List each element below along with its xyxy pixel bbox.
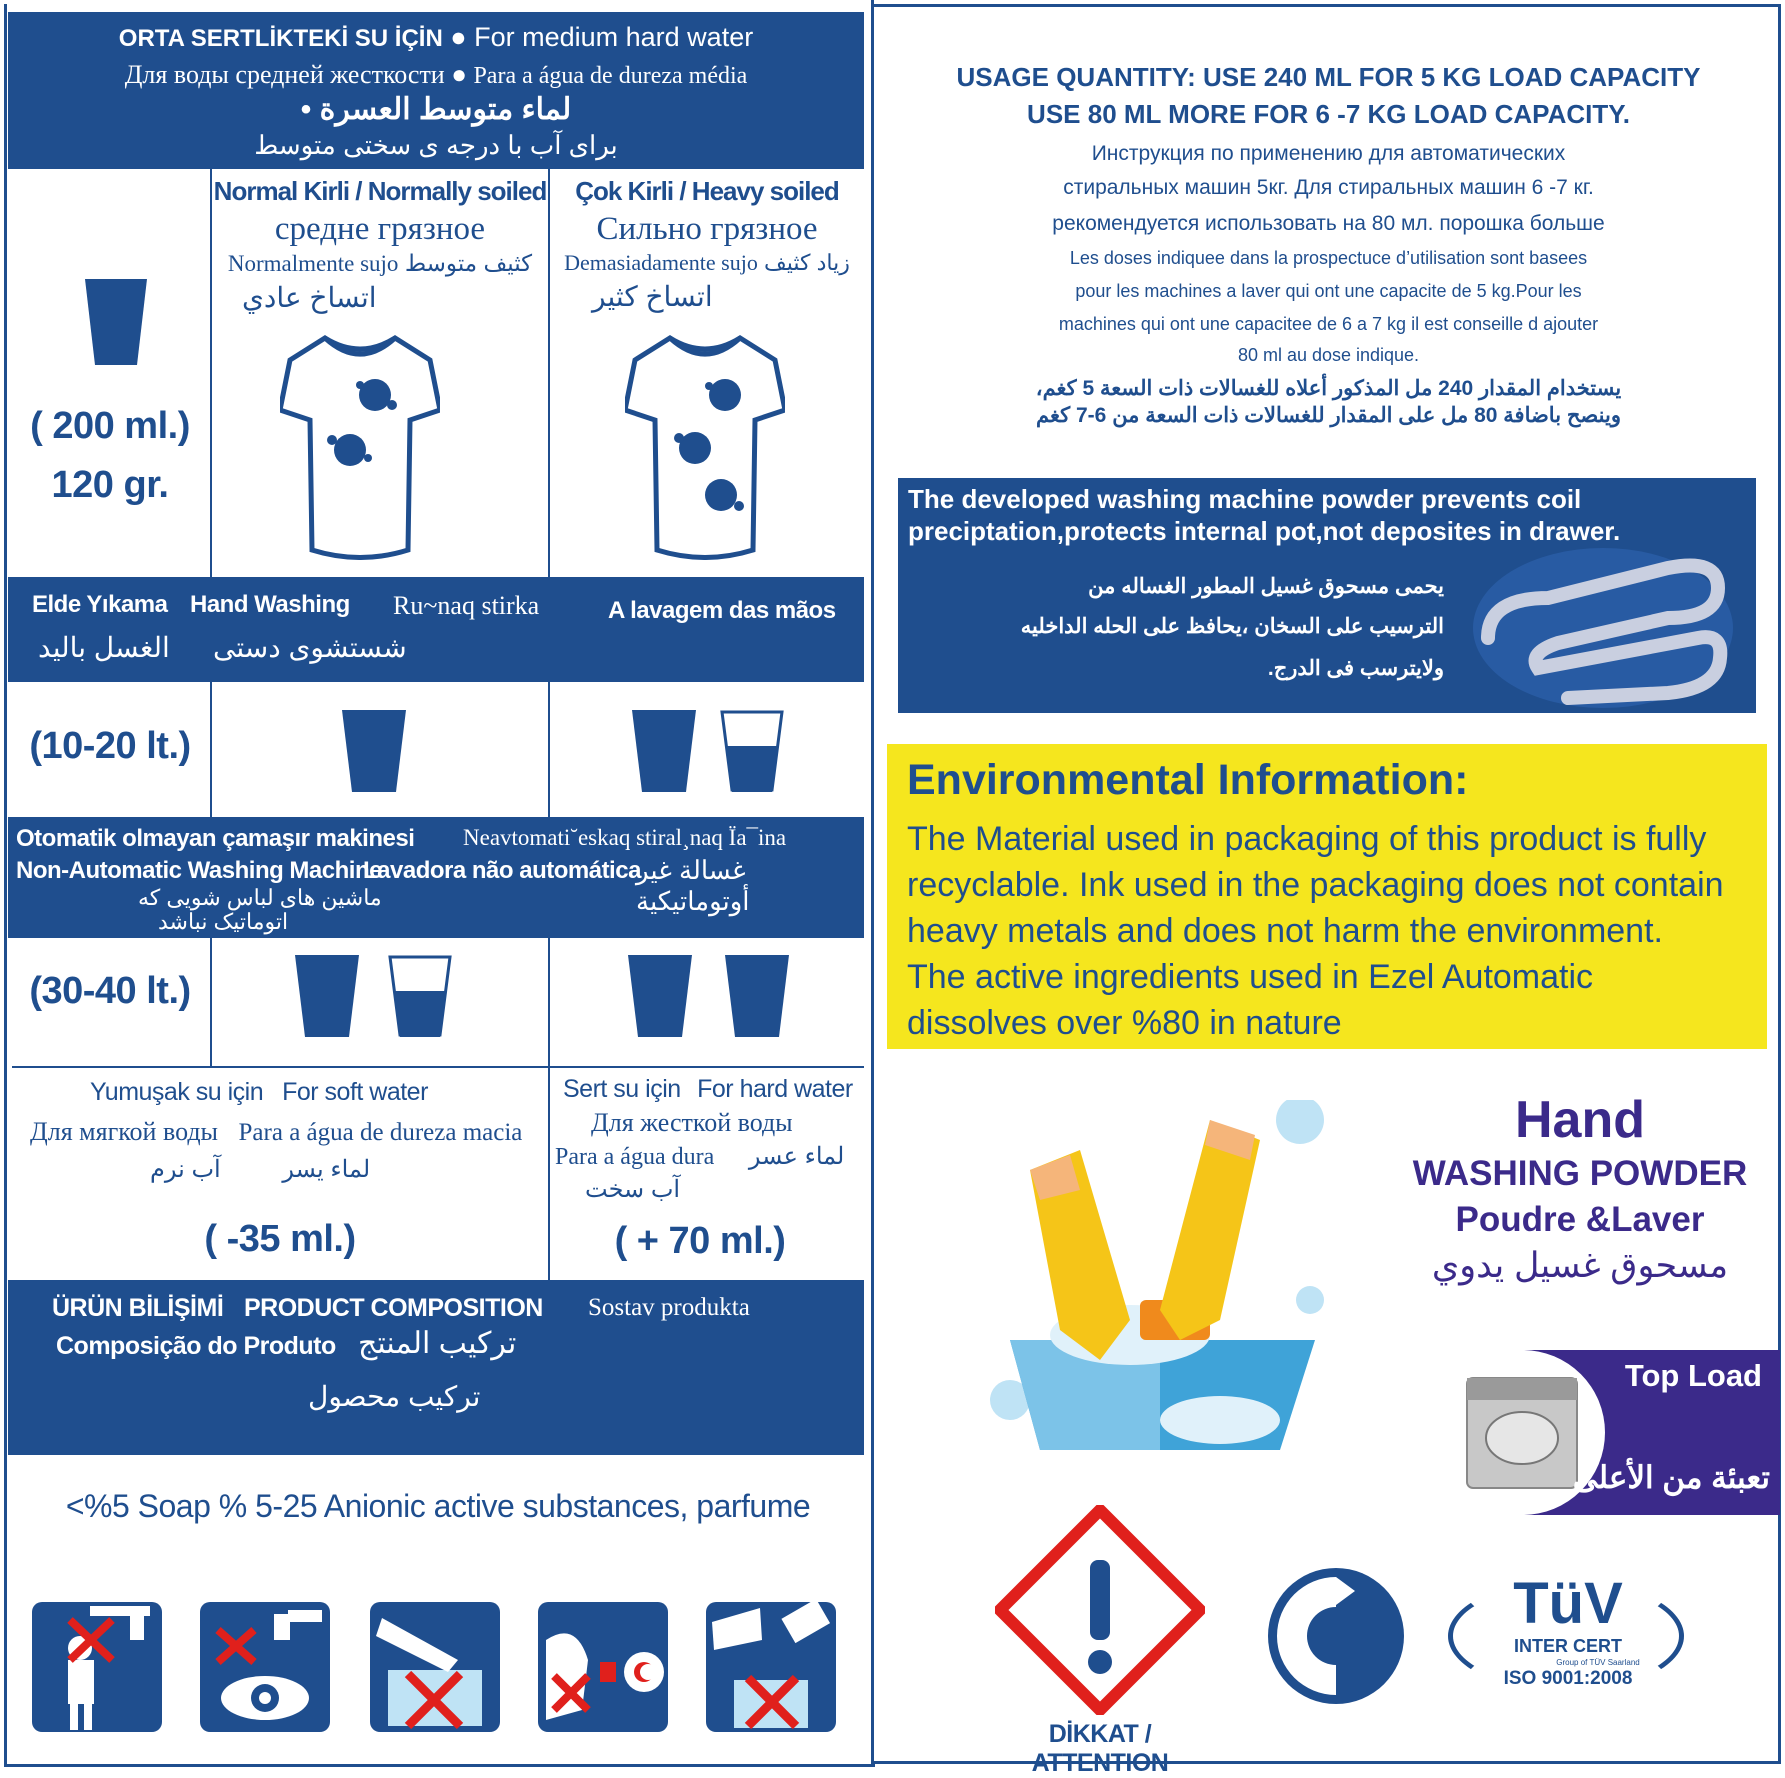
cup-full-icon [295, 955, 359, 1037]
environment-l2: recyclable. Ink used in the packaging does not contain [907, 866, 1724, 904]
composition-pt: Composição do Produto [56, 1332, 336, 1360]
usage-fr3: machines qui ont une capacitee de 6 a 7 kg il est conseille d ajouter [1058, 314, 1599, 334]
usage-fr4: 80 ml au dose indique. [1237, 345, 1420, 365]
top-load-ar: تعبئة من الأعلى [1572, 1460, 1770, 1495]
heating-coil-icon [1468, 548, 1738, 708]
heavy-soiled-fa: زیاد کثیف [763, 250, 850, 275]
cup-full-icon [342, 710, 406, 792]
environment-l5: dissolves over %80 in nature [907, 1004, 1342, 1042]
header-ru: Для воды средней жесткости [124, 60, 445, 89]
cup-full-icon [725, 955, 789, 1037]
grid-line [548, 682, 550, 817]
attention-label: DİKKAT / ATTENTION [1031, 1720, 1169, 1777]
hard-water-amount: ( + 70 ml.) [614, 1220, 786, 1262]
developed-ar3: ولايترسب فى الدرج. [1267, 657, 1444, 680]
hand-washing-ar: الغسل باليد [38, 632, 170, 663]
hard-water-ru: Для жесткой воды [591, 1108, 793, 1137]
green-dot-recycle-icon [1265, 1565, 1407, 1707]
cup-full-icon [628, 955, 692, 1037]
normal-soiled-title: Normal Kirli / Normally soiled [213, 176, 547, 206]
top-load-badge [1435, 1350, 1780, 1515]
composition-en: PRODUCT COMPOSITION [244, 1294, 543, 1322]
product-ar: مسحوق غسيل يدوي [1431, 1246, 1729, 1285]
heavy-soiled-ru: Сильно грязное [596, 211, 818, 247]
normal-soiled-ru: средне грязное [274, 211, 486, 247]
heavy-soiled-title: Çok Kirli / Heavy soiled [575, 176, 839, 206]
developed-ar2: الترسيب على السخان ،يحافظ على الحله الداخليه [1020, 615, 1444, 638]
developed-powder-box [898, 478, 1756, 713]
composition-ar: تركيب المنتج [358, 1327, 517, 1360]
usage-en1: USAGE QUANTITY: USE 240 ML FOR 5 KG LOAD CAPACITY [956, 62, 1701, 92]
product-hand: Hand [1515, 1091, 1645, 1149]
normal-soiled-pt: Normalmente sujo [227, 251, 399, 276]
non-automatic-bar [8, 817, 864, 938]
developed-ar1: يحمى مسحوق غسيل المطور الغساله من [1088, 575, 1444, 598]
dose-gr: 120 gr. [51, 464, 169, 506]
developed-en2: preciptation,protects internal pot,not deposites in drawer. [908, 516, 1621, 546]
avoid-eye-contact-icon [198, 1600, 332, 1734]
environment-l4: The active ingredients used in Ezel Automatic [907, 958, 1594, 996]
soft-water-amount: ( -35 ml.) [204, 1218, 356, 1260]
normal-soiled-tshirt-icon [280, 330, 440, 560]
usage-en2: USE 80 ML MORE FOR 6 -7 KG LOAD CAPACITY. [1027, 99, 1630, 129]
water-hardness-header: ORTA SERTLİKTEKİ SU İÇİN ● For medium hard water Для воды средней жесткости ● Para a água de dureza média لماء متوسط العسرة • برای آب با درجه ی سختی متوسط [8, 12, 864, 169]
keep-away-children-icon [30, 1600, 164, 1734]
cup-half-icon [720, 710, 784, 792]
grid-line [548, 938, 550, 1067]
hand-washing-ru: Ru~naq stirka [393, 591, 540, 620]
non-auto-ar: غسالة غير أوتوماتيكية [636, 855, 750, 916]
normal-soiled-ar: اتساخ عادي [242, 282, 377, 313]
non-auto-fa1: ماشین های لباس شویی که [138, 885, 382, 910]
grid-line [210, 682, 212, 817]
usage-fr2: pour les machines a laver qui ont une capacite de 5 kg.Pour les [1075, 281, 1582, 301]
heavy-soiled-pt: Demasiadamente sujo [564, 250, 758, 275]
tuv-name: TüV [1513, 1571, 1623, 1636]
developed-en1: The developed washing machine powder prevents coil [908, 484, 1582, 514]
grid-line [548, 1067, 550, 1280]
non-auto-en: Non-Automatic Washing Machine [16, 857, 382, 884]
hand-washing-bar [8, 577, 864, 682]
non-auto-tr: Otomatik olmayan çamaşır makinesi [16, 825, 415, 852]
do-not-swallow-icon [536, 1600, 670, 1734]
usage-ar2: وينصح باضافة 80 مل على المقدار للغسالات ذات السعة من 6-7 كغم [1036, 404, 1621, 427]
environment-l1: The Material used in packaging of this product is fully [907, 820, 1707, 858]
safety-icons-row [30, 1600, 840, 1735]
hard-water-tr: Sert su için [563, 1075, 681, 1103]
header-pt: Para a água de dureza média [473, 63, 748, 89]
environment-title: Environmental Information: [907, 756, 1469, 804]
soft-water-en: For soft water [282, 1078, 428, 1106]
hand-washing-illustration [980, 1100, 1340, 1460]
grid-line [210, 938, 212, 1067]
soft-water-tr: Yumuşak su için [90, 1078, 264, 1106]
non-auto-fa2: اتوماتیک نباشد [158, 909, 289, 934]
header-ar: لماء متوسط العسرة • [300, 93, 572, 126]
header-tr: ORTA SERTLİKTEKİ SU İÇİN [118, 25, 443, 52]
soft-water-ru: Для мягкой воды [30, 1117, 219, 1146]
tuv-logo [1448, 1570, 1688, 1700]
heavy-soiled-ar: اتساخ كثير [592, 281, 713, 312]
heavy-soiled-tshirt-icon [625, 330, 785, 560]
non-auto-pt: Lavadora não automática [363, 857, 641, 884]
usage-ru1: Инструкция по применению для автоматических [1091, 142, 1566, 165]
tuv-group: Group of TÜV Saarland [1556, 1658, 1640, 1667]
cup-full-icon [632, 710, 696, 792]
grid-line [12, 1066, 864, 1068]
non-auto-volume: (30-40 lt.) [29, 970, 191, 1012]
usage-fr1: Les doses indiquee dans la prospectuce d’utilisation sont basees [1069, 248, 1588, 268]
product-washing-powder: WASHING POWDER [1412, 1154, 1748, 1193]
usage-ru3: рекомендуется использовать на 80 мл. порошка больше [1052, 212, 1605, 235]
do-not-mix-icon [704, 1600, 838, 1734]
hand-washing-pt: A lavagem das mãos [608, 597, 836, 624]
ingredients-text: <%5 Soap % 5-25 Anionic active substances, parfume [65, 1488, 811, 1524]
product-poudre: Poudre &Laver [1455, 1200, 1705, 1239]
hand-washing-fa: شستشوی دستی [213, 632, 407, 663]
top-load-label: Top Load [1624, 1358, 1762, 1393]
composition-ru: Sostav produkta [588, 1294, 750, 1321]
normal-soiled-fa: کثیف متوسط [404, 250, 533, 276]
soft-water-pt: Para a água de dureza macia [238, 1119, 523, 1146]
hand-washing-tr: Elde Yıkama [32, 591, 168, 618]
attention-hazard-icon [995, 1505, 1205, 1715]
dose-ml: ( 200 ml.) [30, 405, 190, 447]
environmental-info-box [887, 744, 1767, 1049]
dose-cup-icon [85, 279, 147, 365]
hard-water-ar: لماء عسر [748, 1143, 845, 1170]
composition-fa: ترکیب محصول [308, 1381, 481, 1412]
usage-ar1: يستخدام المقدار 240 مل المذكور أعلاه للغسالات ذات السعة 5 كغم، [1035, 377, 1622, 400]
header-en: For medium hard water [474, 22, 754, 52]
hand-washing-en: Hand Washing [190, 591, 350, 618]
non-auto-ru: Neavtomati˘eskaq stiral¸naq Ïa¯ina [463, 825, 787, 850]
environment-l3: heavy metals and does not harm the environment. [907, 912, 1663, 950]
hard-water-pt: Para a água dura [555, 1144, 715, 1170]
hard-water-fa: آب سخت [585, 1176, 681, 1203]
header-fa: برای آب با درجه ی سختی متوسط [254, 130, 618, 160]
avoid-skin-contact-icon [368, 1600, 502, 1734]
usage-ru2: стиральных машин 5кг. Для стиральных машин 6 -7 кг. [1063, 176, 1594, 199]
soft-water-ar: لماء يسر [282, 1156, 371, 1183]
tuv-iso: ISO 9001:2008 [1503, 1668, 1633, 1689]
hard-water-en: For hard water [697, 1075, 853, 1103]
hand-washing-volume: (10-20 lt.) [29, 725, 191, 767]
soft-water-fa: آب نرم [150, 1156, 221, 1183]
cup-half-icon [388, 955, 452, 1037]
tuv-inter-cert: INTER CERT [1514, 1636, 1622, 1656]
product-composition-bar [8, 1280, 864, 1455]
composition-tr: ÜRÜN BİLİŞİMİ [52, 1294, 224, 1322]
